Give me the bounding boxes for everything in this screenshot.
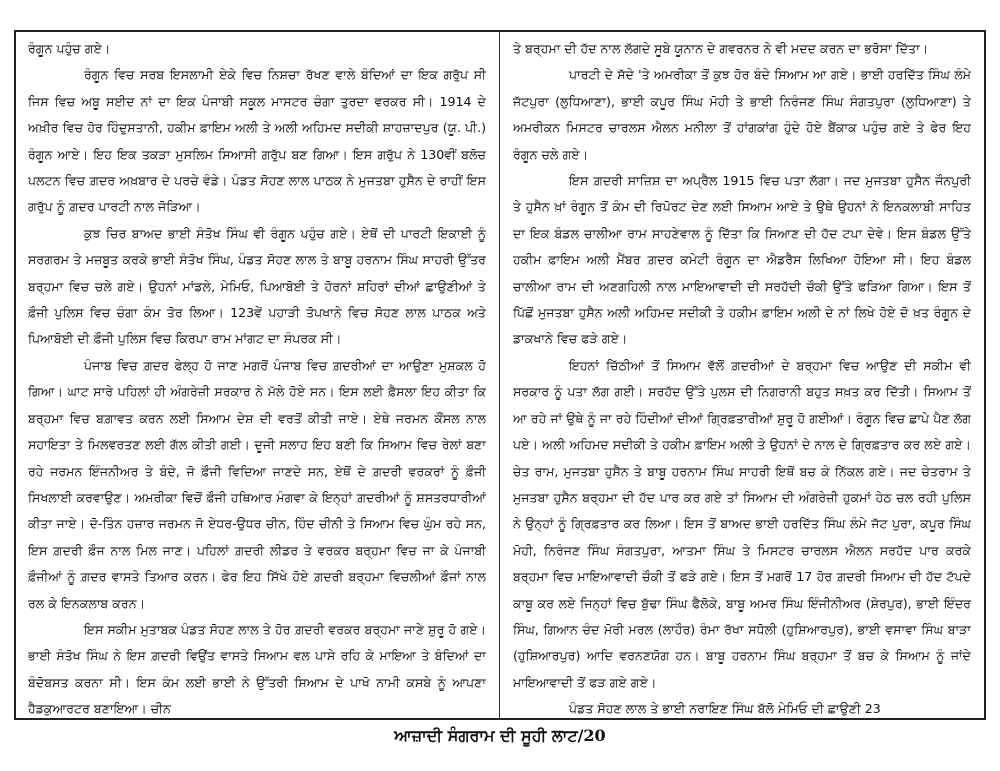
right-paragraph-3: ਇਸ ਗ਼ਦਰੀ ਸਾਜ਼ਿਸ਼ ਦਾ ਅਪ੍ਰੈਲ 1915 ਵਿਚ ਪਤਾ ਲੱਗਾ। ਜਦ ਮੁਜਤਬਾ ਹੁਸੈਨ ਜੌਨਪੁਰੀ ਤੇ ਹੁਸੈਨ ਖ਼ਾਂ ਰੰਗੂਨ ਤੋਂ ਕੰਮ ਦੀ ਰਿਪੋਰਟ ਦੇਣ ਲਈ ਸਿਆਮ ਆਏ ਤੇ ਉਥੇ ਉਹਨਾਂ ਨੇ ਇਨਕਲਾਬੀ ਸਾਹਿਤ ਦਾ ਇਕ ਬੰਡਲ ਚਾਲੀਆ ਰਾਮ ਸਾਹਣੇਵਾਲ ਨੂੰ ਦਿੱਤਾ ਕਿ ਸਿਆਣ ਦੀ ਹੱਦ ਟਪਾ ਦੇਵੇ। ਇਸ ਬੰਡਲ ਉੱਤੇ ਹਕੀਮ ਫ਼ਾਇਮ ਅਲੀ ਮੈਂਬਰ ਗ਼ਦਰ ਕਮੇਟੀ ਰੰਗੂਨ ਦਾ ਐਡਰੈਸ ਲਿਖਿਆ ਹੋਇਆ ਸੀ। ਇਹ ਬੰਡਲ ਚਾਲੀਆ ਰਾਮ ਦੀ ਅਣਗਹਿਲੀ ਨਾਲ ਮਾਇਆਵਾਦੀ ਦੀ ਸਰਹੱਦੀ ਚੌਕੀ ਉੱਤੇ ਫੜਿਆ ਗਿਆ। ਇਸ ਤੋਂ ਪਿੱਛੋਂ ਮੁਜਤਬਾ ਹੁਸੈਨ ਅਲੀ ਅਹਿਮਦ ਸਦੀਕੀ ਤੇ ਹਕੀਮ ਫ਼ਾਇਮ ਅਲੀ ਦੇ ਨਾਂ ਲਿਖੇ ਹੋਏ ਦੋ ਖ਼ਤ ਰੰਗੂਨ ਦੇ ਡਾਕਖਾਨੇ ਵਿਚ ਫੜੇ ਗਏ।	[513, 173, 971, 347]
page-footer-title: ਆਜ਼ਾਦੀ ਸੰਗਰਾਮ ਦੀ ਸੂਹੀ ਲਾਟ/20	[394, 726, 606, 745]
left-paragraph-3: ਕੁਝ ਚਿਰ ਬਾਅਦ ਭਾਈ ਸੰਤੋਖ ਸਿੰਘ ਵੀ ਰੰਗੂਨ ਪਹੁੰਚ ਗਏ। ਏਥੋਂ ਦੀ ਪਾਰਟੀ ਇਕਾਈ ਨੂੰ ਸਰਗਰਮ ਤੇ ਮਜ਼ਬੂਤ ਕਰਕੇ ਭਾਈ ਸੰਤੋਖ ਸਿੰਘ, ਪੰਡਤ ਸੋਹਣ ਲਾਲ ਤੇ ਬਾਬੂ ਹਰਨਾਮ ਸਿੰਘ ਸਾਹਰੀ ਉੱਤਰ ਬਰ੍ਹਮਾ ਵਿਚ ਚਲੇ ਗਏ। ਉਹਨਾਂ ਮਾਂਡਲੇ, ਮੇਮਿਓ, ਪਿਆਬੋਈ ਤੇ ਹੋਰਨਾਂ ਸ਼ਹਿਰਾਂ ਦੀਆਂ ਛਾਉਣੀਆਂ ਤੇ ਫ਼ੌਜੀ ਪੁਲਿਸ ਵਿਚ ਚੰਗਾ ਕੰਮ ਤੋਰ ਲਿਆ। 123ਵੇਂ ਪਹਾੜੀ ਤੋਪਖਾਨੇ ਵਿਚ ਸੋਹਣ ਲਾਲ ਪਾਠਕ ਅਤੇ ਪਿਆਬੋਈ ਦੀ ਫ਼ੌਜੀ ਪੁਲਿਸ ਵਿਚ ਕਿਰਪਾ ਰਾਮ ਮਾਂਗਟ ਦਾ ਸੰਪਰਕ ਸੀ।	[28, 225, 486, 347]
page-frame	[14, 30, 986, 720]
left-column	[28, 36, 486, 716]
right-paragraph-5: ਪੰਡਤ ਸੋਹਣ ਲਾਲ ਤੇ ਭਾਈ ਨਰਾਇਣ ਸਿੰਘ ਬੱਲੋ ਮੇਮਿਓ ਦੀ ਛਾਉਣੀ 23	[569, 701, 881, 716]
right-paragraph-4: ਇਹਨਾਂ ਚਿੱਠੀਆਂ ਤੋਂ ਸਿਆਮ ਵੱਲੋਂ ਗ਼ਦਰੀਆਂ ਦੇ ਬਰ੍ਹਮਾ ਵਿਚ ਆਉਣ ਦੀ ਸਕੀਮ ਵੀ ਸਰਕਾਰ ਨੂੰ ਪਤਾ ਲੱਗ ਗਈ। ਸਰਹੱਦ ਉੱਤੇ ਪੁਲਸ ਦੀ ਨਿਗਰਾਨੀ ਬਹੁਤ ਸਖ਼ਤ ਕਰ ਦਿੱਤੀ। ਸਿਆਮ ਤੋਂ ਆ ਰਹੇ ਜਾਂ ਉਥੇ ਨੂੰ ਜਾ ਰਹੇ ਹਿੰਦੀਆਂ ਦੀਆਂ ਗ੍ਰਿਫ਼ਤਾਰੀਆਂ ਸ਼ੁਰੂ ਹੋ ਗਈਆਂ। ਰੰਗੂਨ ਵਿਚ ਛਾਪੇ ਪੈਣ ਲੱਗ ਪਏ। ਅਲੀ ਅਹਿਮਦ ਸਦੀਕੀ ਤੇ ਹਕੀਮ ਫ਼ਾਇਮ ਅਲੀ ਤੇ ਉਹਨਾਂ ਦੇ ਨਾਲ ਦੇ ਗ੍ਰਿਫ਼ਤਾਰ ਕਰ ਲਏ ਗਏ। ਚੇਤ ਰਾਮ, ਮੁਜਤਬਾ ਹੁਸੈਨ ਤੇ ਬਾਬੂ ਹਰਨਾਮ ਸਿੰਘ ਸਾਹਰੀ ਇਥੋਂ ਬਚ ਕੇ ਨਿੱਕਲ ਗਏ। ਜਦ ਚੇਤਰਾਮ ਤੇ ਮੁਜਤਬਾ ਹੁਸੈਨ ਬਰ੍ਹਮਾ ਦੀ ਹੱਦ ਪਾਰ ਕਰ ਗਏ ਤਾਂ ਸਿਆਮ ਦੀ ਅੰਗਰੇਜ਼ੀ ਹੁਕਮਾਂ ਹੇਠ ਚਲ ਰਹੀ ਪੁਲਿਸ ਨੇ ਉਨ੍ਹਾਂ ਨੂੰ ਗ੍ਰਿਫ਼ਤਾਰ ਕਰ ਲਿਆ। ਇਸ ਤੋਂ ਬਾਅਦ ਭਾਈ ਹਰਦਿੱਤ ਸਿੰਘ ਲੰਮੇ ਜੱਟ ਪੁਰਾ, ਕਪੂਰ ਸਿੰਘ ਮੋਹੀ, ਨਿਰੰਜਣ ਸਿੰਘ ਸੰਗਤਪੁਰਾ, ਆਤਮਾ ਸਿੰਘ ਤੇ ਮਿਸਟਰ ਚਾਰਲਸ ਐਲਨ ਸਰਹੱਦ ਪਾਰ ਕਰਕੇ ਬਰ੍ਹਮਾ ਵਿਚ ਮਾਇਆਵਾਦੀ ਚੌਕੀ ਤੋਂ ਫੜੇ ਗਏ। ਇਸ ਤੋਂ ਮਗਰੋਂ 17 ਹੋਰ ਗ਼ਦਰੀ ਸਿਆਮ ਦੀ ਹੱਦ ਟੱਪਦੇ ਕਾਬੂ ਕਰ ਲਏ ਜਿਨ੍ਹਾਂ ਵਿਚ ਬੁੱਢਾ ਸਿੰਘ ਫੈਲੋਕੇ, ਬਾਬੂ ਅਮਰ ਸਿੰਘ ਇੰਜੀਨੀਅਰ (ਸ਼ੇਰਪੁਰ), ਭਾਈ ਇੰਦਰ ਸਿੰਘ, ਗਿਆਨ ਚੰਦ ਮੋਰੀ ਮਰਲ (ਲਾਹੌਰ) ਰੰਮਾ ਰੱਖਾ ਸਧੋਲੀ (ਹੁਸ਼ਿਆਰਪੁਰ), ਭਾਈ ਵਸਾਵਾ ਸਿੰਘ ਬਾੜਾ (ਹੁਸ਼ਿਆਰਪੁਰ) ਆਦਿ ਵਰਨਣਯੋਗ ਹਨ। ਬਾਬੂ ਹਰਨਾਮ ਸਿੰਘ ਬਰ੍ਹਮਾ ਤੋਂ ਬਚ ਕੇ ਸਿਆਮ ਨੂੰ ਜਾਂਦੇ ਮਾਇਆਵਾਦੀ ਤੋਂ ਫੜ ਗਏ ਗਏ।	[513, 357, 971, 690]
right-column	[513, 36, 971, 716]
left-paragraph-2: ਰੰਗੂਨ ਵਿਚ ਸਰਬ ਇਸਲਾਮੀ ਏਕੇ ਵਿਚ ਨਿਸ਼ਚਾ ਰੱਖਣ ਵਾਲੇ ਬੰਦਿਆਂ ਦਾ ਇਕ ਗਰੁੱਪ ਸੀ ਜਿਸ ਵਿਚ ਅਬੂ ਸਈਦ ਨਾਂ ਦਾ ਇਕ ਪੰਜਾਬੀ ਸਕੂਲ ਮਾਸਟਰ ਚੰਗਾ ਤੁਰਦਾ ਵਰਕਰ ਸੀ। 1914 ਦੇ ਅਖ਼ੀਰ ਵਿਚ ਹੋਰ ਹਿੰਦੁਸਤਾਨੀ, ਹਕੀਮ ਫ਼ਾਇਮ ਅਲੀ ਤੇ ਅਲੀ ਅਹਿਮਦ ਸਦੀਕੀ ਸ਼ਾਹਜ਼ਾਦਪੁਰ (ਯੂ. ਪੀ.) ਰੰਗੂਨ ਆਏ। ਇਹ ਇਕ ਤਕੜਾ ਮੁਸਲਿਮ ਸਿਆਸੀ ਗਰੁੱਪ ਬਣ ਗਿਆ। ਇਸ ਗਰੁੱਪ ਨੇ 130ਵੀਂ ਬਲੋਚ ਪਲਟਨ ਵਿਚ ਗ਼ਦਰ ਅਖ਼ਬਾਰ ਦੇ ਪਰਚੇ ਵੰਡੇ। ਪੰਡਤ ਸੋਹਣ ਲਾਲ ਪਾਠਕ ਨੇ ਮੁਜਤਬਾ ਹੁਸੈਨ ਦੇ ਰਾਹੀਂ ਇਸ ਗਰੁੱਪ ਨੂੰ ਗ਼ਦਰ ਪਾਰਟੀ ਨਾਲ ਜੋੜਿਆ।	[28, 67, 486, 215]
right-paragraph-1: ਤੇ ਬਰ੍ਹਮਾ ਦੀ ਹੱਦ ਨਾਲ ਲੱਗਦੇ ਸੂਬੇ ਯੂਨਾਨ ਦੇ ਗਵਰਨਰ ਨੇ ਵੀ ਮਦਦ ਕਰਨ ਦਾ ਭਰੋਸਾ ਦਿੱਤਾ।	[513, 41, 929, 56]
right-paragraph-2: ਪਾਰਟੀ ਦੇ ਸੱਦੇ 'ਤੇ ਅਮਰੀਕਾ ਤੋਂ ਕੁਝ ਹੋਰ ਬੰਦੇ ਸਿਆਮ ਆ ਗਏ। ਭਾਈ ਹਰਦਿੱਤ ਸਿੰਘ ਲੰਮੇ ਜੱਟਪੁਰਾ (ਲੁਧਿਆਣਾ), ਭਾਈ ਕਪੂਰ ਸਿੰਘ ਮੋਹੀ ਤੇ ਭਾਈ ਨਿਰੰਜਣ ਸਿੰਘ ਸੰਗਤਪੁਰਾ (ਲੁਧਿਆਣਾ) ਤੇ ਅਮਰੀਕਨ ਮਿਸਟਰ ਚਾਰਲਸ ਐਲਨ ਮਨੀਲਾ ਤੋਂ ਹਾਂਗਕਾਂਗ ਹੁੰਦੇ ਹੋਏ ਬੈਂਕਾਕ ਪਹੁੰਚ ਗਏ ਤੇ ਫੇਰ ਇਹ ਰੰਗੂਨ ਚਲੇ ਗਏ।	[513, 67, 971, 162]
left-paragraph-1: ਰੰਗੂਨ ਪਹੁੰਚ ਗਏ।	[28, 41, 111, 56]
left-paragraph-4: ਪੰਜਾਬ ਵਿਚ ਗ਼ਦਰ ਫੇਲ੍ਹ ਹੋ ਜਾਣ ਮਗਰੋਂ ਪੰਜਾਬ ਵਿਚ ਗ਼ਦਰੀਆਂ ਦਾ ਆਉਣਾ ਮੁਸ਼ਕਲ ਹੋ ਗਿਆ। ਘਾਟ ਸਾਰੇ ਪਹਿਲਾਂ ਹੀ ਅੰਗਰੇਜ਼ੀ ਸਰਕਾਰ ਨੇ ਮੱਲੇ ਹੋਏ ਸਨ। ਇਸ ਲਈ ਫ਼ੈਸਲਾ ਇਹ ਕੀਤਾ ਕਿ ਬਰ੍ਹਮਾ ਵਿਚ ਬਗ਼ਾਵਤ ਕਰਨ ਲਈ ਸਿਆਮ ਦੇਸ਼ ਦੀ ਵਰਤੋਂ ਕੀਤੀ ਜਾਏ। ਏਥੇ ਜਰਮਨ ਕੌਂਸਲ ਨਾਲ ਸਹਾਇਤਾ ਤੇ ਮਿਲਵਰਤਣ ਲਈ ਗੱਲ ਕੀਤੀ ਗਈ। ਦੂਜੀ ਸਲਾਹ ਇਹ ਬਣੀ ਕਿ ਸਿਆਮ ਵਿਚ ਰੇਲਾਂ ਬਣਾ ਰਹੇ ਜਰਮਨ ਇੰਜਨੀਅਰ ਤੇ ਬੰਦੇ, ਜੋ ਫ਼ੌਜੀ ਵਿਦਿਆ ਜਾਣਦੇ ਸਨ, ਏਥੋਂ ਦੇ ਗ਼ਦਰੀ ਵਰਕਰਾਂ ਨੂੰ ਫ਼ੌਜੀ ਸਿਖਲਾਈ ਕਰਵਾਉਣ। ਅਮਰੀਕਾ ਵਿਚੋਂ ਫ਼ੌਜੀ ਹਥਿਆਰ ਮੰਗਵਾ ਕੇ ਇਨ੍ਹਾਂ ਗ਼ਦਰੀਆਂ ਨੂੰ ਸ਼ਸਤਰਧਾਰੀਆਂ ਕੀਤਾ ਜਾਏ। ਦੋ-ਤਿੰਨ ਹਜ਼ਾਰ ਜਰਮਨ ਜੋ ਏਧਰ-ਉਧਰ ਚੀਨ, ਹਿੰਦ ਚੀਨੀ ਤੇ ਸਿਆਮ ਵਿਚ ਘੁੰਮ ਰਹੇ ਸਨ, ਇਸ ਗ਼ਦਰੀ ਫ਼ੌਜ ਨਾਲ ਮਿਲ ਜਾਣ। ਪਹਿਲਾਂ ਗ਼ਦਰੀ ਲੀਡਰ ਤੇ ਵਰਕਰ ਬਰ੍ਹਮਾ ਵਿਚ ਜਾ ਕੇ ਪੰਜਾਬੀ ਫ਼ੌਜੀਆਂ ਨੂੰ ਗ਼ਦਰ ਵਾਸਤੇ ਤਿਆਰ ਕਰਨ। ਫੇਰ ਇਹ ਸਿੱਖੇ ਹੋਏ ਗ਼ਦਰੀ ਬਰ੍ਹਮਾ ਵਿਚਲੀਆਂ ਫ਼ੌਜਾਂ ਨਾਲ ਰਲ ਕੇ ਇਨਕਲਾਬ ਕਰਨ।	[28, 357, 486, 611]
column-divider	[499, 32, 500, 718]
left-paragraph-5: ਇਸ ਸਕੀਮ ਮੁਤਾਬਕ ਪੰਡਤ ਸੋਹਣ ਲਾਲ ਤੇ ਹੋਰ ਗ਼ਦਰੀ ਵਰਕਰ ਬਰ੍ਹਮਾ ਜਾਣੇ ਸ਼ੁਰੂ ਹੋ ਗਏ। ਭਾਈ ਸੰਤੋਖ ਸਿੰਘ ਨੇ ਇਸ ਗ਼ਦਰੀ ਵਿਉਂਤ ਵਾਸਤੇ ਸਿਆਮ ਵਲ ਪਾਸੇ ਰਹਿ ਕੇ ਮਾਇਆ ਤੇ ਬੰਦਿਆਂ ਦਾ ਬੰਦੋਬਸਤ ਕਰਨਾ ਸੀ। ਇਸ ਕੰਮ ਲਈ ਭਾਈ ਨੇ ਉੱਤਰੀ ਸਿਆਮ ਦੇ ਪਾਖੋ ਨਾਮੀ ਕਸਬੇ ਨੂੰ ਆਪਣਾ ਹੈਡਕੁਆਰਟਰ ਬਣਾਇਆ। ਚੀਨ	[28, 621, 486, 716]
